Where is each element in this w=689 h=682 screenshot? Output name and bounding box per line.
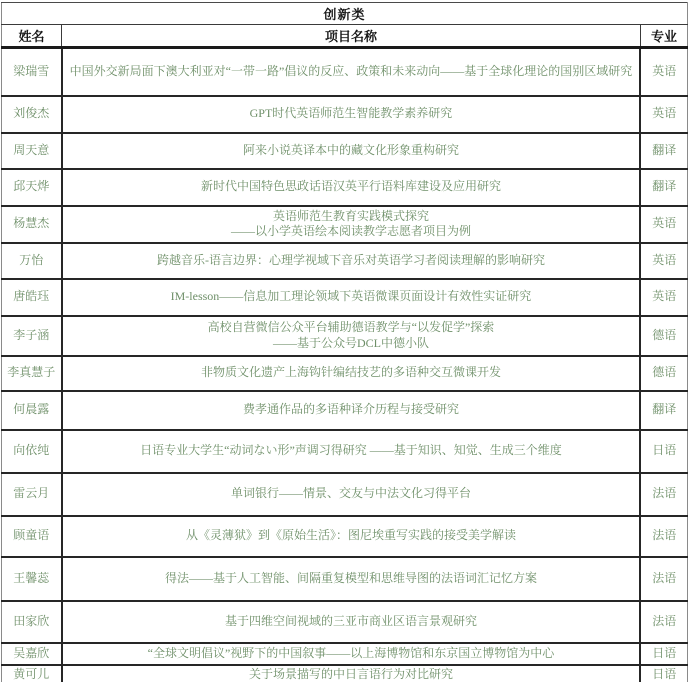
table-row: [2, 243, 688, 279]
major-cell: 法语: [640, 516, 687, 557]
table-row: [2, 316, 688, 356]
major-cell: 英语: [640, 48, 687, 96]
student-name-cell: 唐皓珏: [2, 279, 62, 316]
project-title-cell: [62, 430, 641, 473]
table-row: [2, 391, 688, 430]
major-cell: 法语: [640, 601, 687, 643]
table-row: [2, 516, 688, 557]
table-row: [2, 356, 688, 391]
table-body: [2, 48, 688, 682]
table-row: [2, 643, 688, 665]
major-cell: 法语: [640, 557, 687, 601]
student-name-cell: 王馨蕊: [2, 557, 62, 601]
major-cell: 翻译: [640, 133, 687, 169]
major-cell: 德语: [640, 316, 687, 356]
student-name-cell: 黄可儿: [2, 665, 62, 682]
table-row: [2, 279, 688, 316]
project-title-line: 得法——基于人工智能、间隔重复模型和思维导图的法语词汇记忆方案: [164, 570, 537, 585]
project-title-cell: [62, 279, 641, 316]
project-title-line: 高校自营微信公众平台辅助德语教学与“以发促学”探索: [207, 320, 495, 335]
table-row: [2, 473, 688, 516]
major-cell: 日语: [640, 430, 687, 473]
major-cell: 英语: [640, 279, 687, 316]
project-title-cell: [62, 601, 641, 643]
project-title-cell: [62, 133, 641, 169]
student-name-cell: 李子涵: [2, 316, 62, 356]
project-title-line: ——以小学英语绘本阅读教学志愿者项目为例: [230, 224, 471, 238]
project-title-cell: [62, 206, 641, 243]
project-title-line: 基于四维空间视域的三亚市商业区语言景观研究: [224, 613, 477, 628]
student-name-cell: 邱天烨: [2, 169, 62, 206]
project-title-line: GPT时代英语师范生智能教学素养研究: [249, 106, 453, 121]
table-row: [2, 430, 688, 473]
student-name-cell: 李真慧子: [2, 356, 62, 391]
table-row: [2, 133, 688, 169]
student-name-cell: 向依纯: [2, 430, 62, 473]
major-cell: 日语: [640, 643, 687, 665]
project-title-cell: [62, 516, 641, 557]
table-row: [2, 48, 688, 96]
student-name-cell: 何晨露: [2, 391, 62, 430]
project-title-line: 费孝通作品的多语种译介历程与接受研究: [242, 402, 459, 417]
project-title-cell: [62, 243, 641, 279]
project-title-line: 中国外交新局面下澳大利亚对“一带一路”倡议的反应、政策和未来动向——基于全球化理论的国别区域研究: [69, 64, 633, 79]
major-cell: 英语: [640, 96, 687, 133]
table-row: [2, 665, 688, 682]
column-header-name: 姓名: [2, 25, 62, 48]
project-title-cell: [62, 316, 641, 356]
table-row: [2, 557, 688, 601]
column-header-project: 项目名称: [62, 25, 641, 48]
project-title-line: “全球文明倡议”视野下的中国叙事——以上海博物馆和东京国立博物馆为中心: [147, 645, 555, 660]
student-name-cell: 梁瑞雪: [2, 48, 62, 96]
major-cell: 德语: [640, 356, 687, 391]
project-title-cell: [62, 169, 641, 206]
document-table: [1, 2, 688, 682]
category-title: 创新类: [2, 3, 688, 25]
project-title-line: 新时代中国特色思政话语汉英平行语料库建设及应用研究: [200, 179, 501, 194]
student-name-cell: 顾童语: [2, 516, 62, 557]
table-row: [2, 601, 688, 643]
project-title-line: 从《灵薄狱》到《原始生活》：图尼埃重写实践的接受美学解读: [185, 528, 516, 543]
major-cell: 法语: [640, 473, 687, 516]
project-title-cell: [62, 96, 641, 133]
student-name-cell: 杨慧杰: [2, 206, 62, 243]
project-title-cell: [62, 557, 641, 601]
column-header-row: [2, 25, 688, 48]
category-title-row: [2, 3, 688, 25]
project-title-line: 日语专业大学生“动词ない形”声调习得研究 ——基于知识、知觉、生成三个维度: [140, 443, 562, 458]
major-cell: 翻译: [640, 391, 687, 430]
major-cell: 翻译: [640, 169, 687, 206]
student-name-cell: 雷云月: [2, 473, 62, 516]
student-name-cell: 吴嘉欣: [2, 643, 62, 665]
project-title-cell: [62, 356, 641, 391]
project-title-cell: [62, 48, 641, 96]
table-row: [2, 169, 688, 206]
project-title-line: IM-lesson——信息加工理论领域下英语微课页面设计有效性实证研究: [170, 289, 532, 304]
column-header-major: 专业: [640, 25, 687, 48]
student-name-cell: 万怡: [2, 243, 62, 279]
project-title-line: 关于场景描写的中日言语行为对比研究: [248, 666, 453, 681]
project-title-line: 阿来小说英译本中的藏文化形象重构研究: [242, 142, 459, 157]
project-title-cell: [62, 665, 641, 682]
project-title-line: ——基于公众号DCL中德小队: [272, 335, 429, 350]
major-cell: 英语: [640, 206, 687, 243]
project-title-cell: [62, 473, 641, 516]
student-name-cell: 周天意: [2, 133, 62, 169]
table-row: [2, 206, 688, 243]
major-cell: 英语: [640, 243, 687, 279]
project-title-cell: [62, 643, 641, 665]
project-title-line: 非物质文化遗产上海钩针编结技艺的多语种交互微课开发: [200, 365, 501, 380]
student-name-cell: 刘俊杰: [2, 96, 62, 133]
project-title-cell: [62, 391, 641, 430]
project-title-line: 单词银行——情景、交友与中法文化习得平台: [230, 486, 471, 501]
table-row: [2, 96, 688, 133]
project-title-line: 英语师范生教育实践模式探究: [272, 208, 429, 223]
project-title-line: 跨越音乐-语言边界：心理学视域下音乐对英语学习者阅读理解的影响研究: [156, 252, 545, 267]
student-name-cell: 田家欣: [2, 601, 62, 643]
major-cell: 日语: [640, 665, 687, 682]
